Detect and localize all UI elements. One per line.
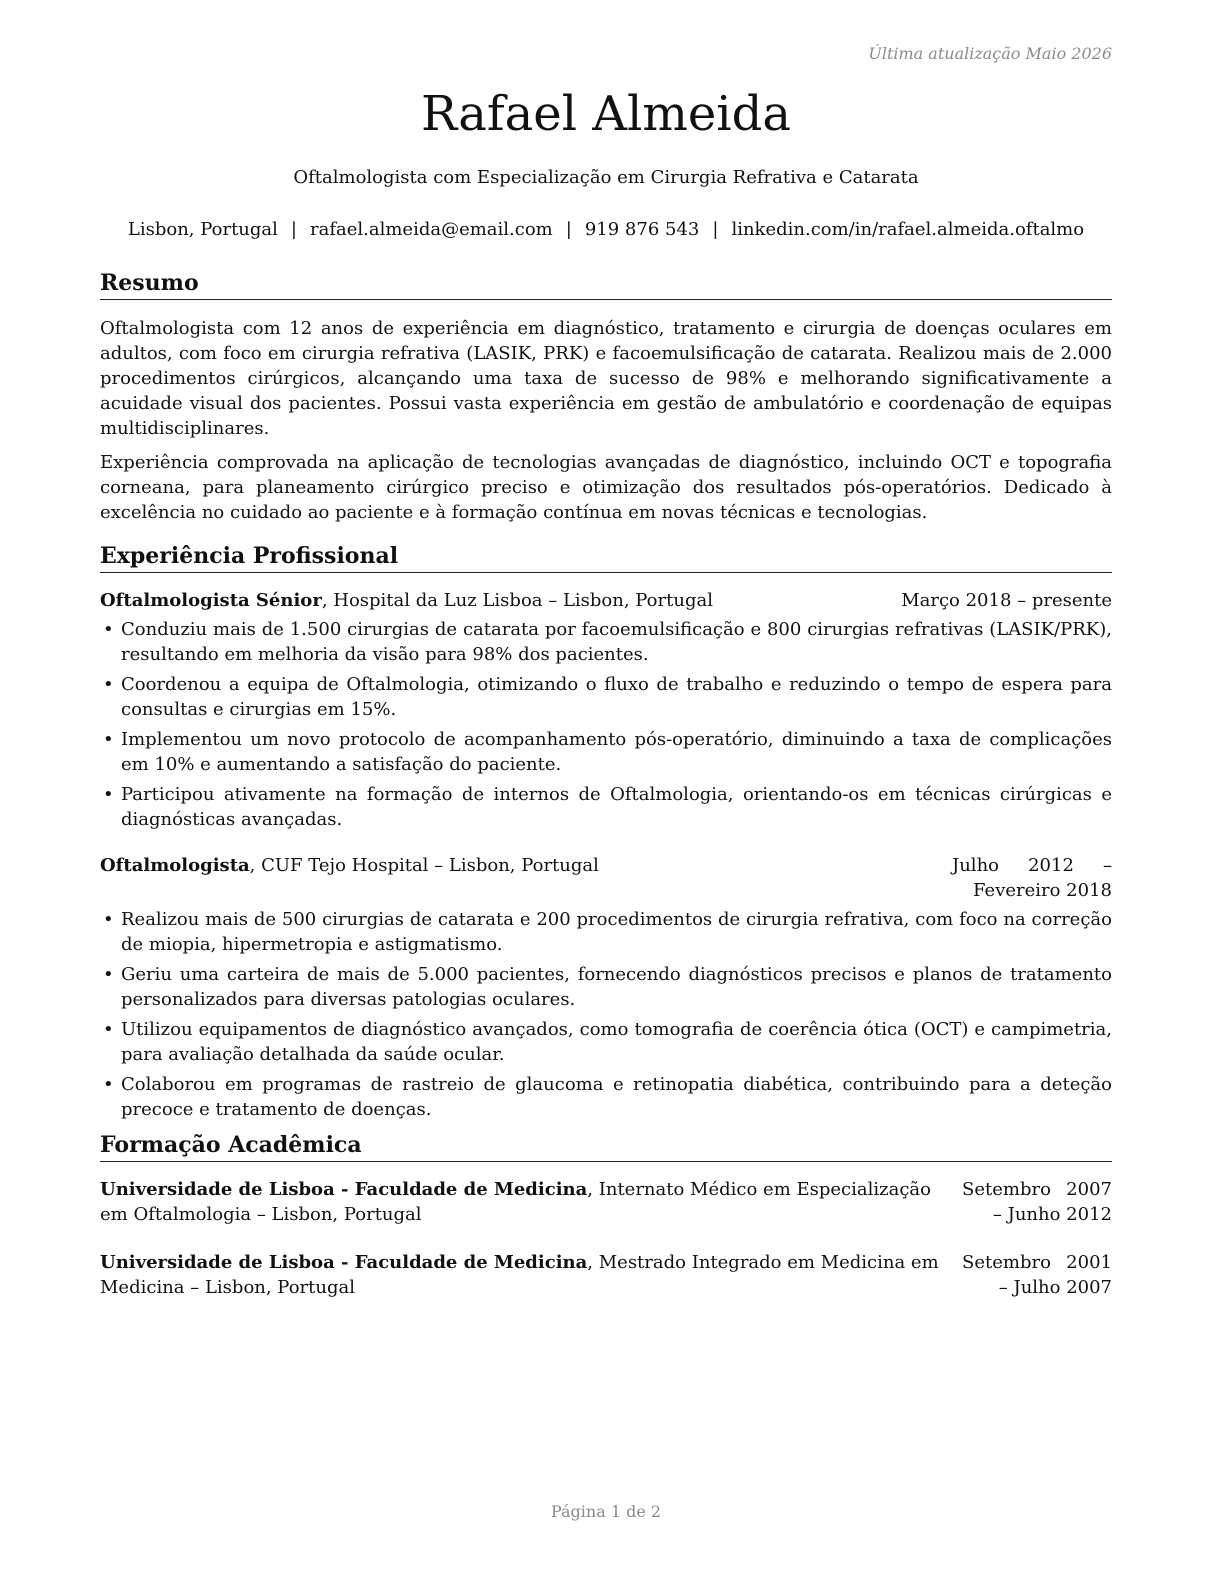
job-entry <box>100 853 1112 1122</box>
education-desc <box>100 1250 962 1300</box>
education-section <box>100 1130 1112 1300</box>
job-bullet: • Geriu uma carteira de mais de 5.000 pacientes, fornecendo diagnósticos precisos e planos de tratamento personalizados para diversas patologias oculares. <box>103 964 1112 1010</box>
education-entry <box>100 1177 1112 1227</box>
education-title: Formação Acadêmica <box>100 1130 1112 1162</box>
job-dates: Março 2018 – presente <box>901 590 1112 611</box>
candidate-name: Rafael Almeida <box>421 86 791 142</box>
education-detail: , Mestrado Integrado em Medicina em Medicina – Lisbon, Portugal <box>100 1252 939 1298</box>
education-desc <box>100 1177 962 1227</box>
job-org: , CUF Tejo Hospital – Lisbon, Portugal <box>249 855 599 876</box>
contact-separator: | <box>565 219 572 240</box>
headline: Oftalmologista com Especialização em Cirurgia Refrativa e Catarata <box>293 167 919 188</box>
job-header <box>100 588 1112 613</box>
summary-paragraph: Oftalmologista com 12 anos de experiência em diagnóstico, tratamento e cirurgia de doenças oculares em adultos, com foco em cirurgia refrativa (LASIK, PRK) e facoemulsificação de catarata. Realizou mais de 2.000 procedimentos cirúrgicos, alcançando uma taxa de sucesso de 98% e melhorando significativamente a acuidade visual dos pacientes. Possui vasta experiência em gestão de ambulatório e coordenação de equipas multidisciplinares. <box>100 318 1112 439</box>
contact-line <box>100 219 1112 240</box>
job-header <box>100 853 1112 903</box>
experience-title: Experiência Profissional <box>100 541 1112 573</box>
job-bullet: • Coordenou a equipa de Oftalmologia, otimizando o fluxo de trabalho e reduzindo o tempo de espera para consultas e cirurgias em 15%. <box>103 674 1112 720</box>
job-role: Oftalmologista <box>100 855 250 876</box>
education-dates: Setembro 2001 – Julho 2007 <box>962 1252 1112 1298</box>
summary-body <box>100 316 1112 525</box>
education-dates: Setembro 2007 – Junho 2012 <box>962 1179 1112 1225</box>
job-bullet: • Conduziu mais de 1.500 cirurgias de catarata por facoemulsificação e 800 cirurgias refrativas (LASIK/PRK), resultando em melhoria da visão para 98% dos pacientes. <box>103 619 1112 665</box>
contact-location: Lisbon, Portugal <box>127 219 278 240</box>
education-school: Universidade de Lisboa - Faculdade de Medicina <box>100 1179 588 1200</box>
contact-separator: | <box>290 219 297 240</box>
job-role: Oftalmologista Sénior <box>100 590 322 611</box>
contact-linkedin[interactable]: linkedin.com/in/rafael.almeida.oftalmo <box>731 219 1085 240</box>
experience-section <box>100 541 1112 1122</box>
job-bullet: • Implementou um novo protocolo de acompanhamento pós-operatório, diminuindo a taxa de complicações em 10% e aumentando a satisfação do paciente. <box>103 729 1112 775</box>
contact-phone: 919 876 543 <box>584 219 700 240</box>
education-entry <box>100 1250 1112 1300</box>
job-bullet: • Realizou mais de 500 cirurgias de catarata e 200 procedimentos de cirurgia refrativa, com foco na correção de miopia, hipermetropia e astigmatismo. <box>103 909 1112 955</box>
job-entry <box>100 588 1112 832</box>
job-bullet: • Participou ativamente na formação de internos de Oftalmologia, orientando-os em técnicas cirúrgicas e diagnósticas avançadas. <box>103 784 1112 830</box>
job-bullet: • Colaborou em programas de rastreio de glaucoma e retinopatia diabética, contribuindo para a deteção precoce e tratamento de doenças. <box>103 1074 1112 1120</box>
job-dates: Julho 2012 – Fevereiro 2018 <box>952 855 1112 901</box>
job-org: , Hospital da Luz Lisboa – Lisbon, Portugal <box>321 590 713 611</box>
education-detail: , Internato Médico em Especialização em Oftalmologia – Lisbon, Portugal <box>100 1179 931 1225</box>
contact-separator: | <box>712 219 719 240</box>
resume-content <box>100 268 1112 1300</box>
summary-title: Resumo <box>100 268 1112 300</box>
contact-email[interactable]: rafael.almeida@email.com <box>310 219 553 240</box>
resume-page <box>100 0 1112 1584</box>
job-bullet: • Utilizou equipamentos de diagnóstico avançados, como tomografia de coerência ótica (OCT) e campimetria, para avaliação detalhada da saúde ocular. <box>103 1019 1112 1065</box>
last-updated: Última atualização Maio 2026 <box>868 44 1112 63</box>
job-bullets <box>100 907 1112 1122</box>
education-school: Universidade de Lisboa - Faculdade de Medicina <box>100 1252 588 1273</box>
page-number: Página 1 de 2 <box>550 1502 662 1521</box>
job-bullets <box>100 617 1112 832</box>
summary-paragraph: Experiência comprovada na aplicação de tecnologias avançadas de diagnóstico, incluindo OCT e topografia corneana, para planeamento cirúrgico preciso e otimização dos resultados pós-operatórios. Dedicado à excelência no cuidado ao paciente e à formação contínua em novas técnicas e tecnologias. <box>100 452 1112 523</box>
summary-section <box>100 268 1112 525</box>
